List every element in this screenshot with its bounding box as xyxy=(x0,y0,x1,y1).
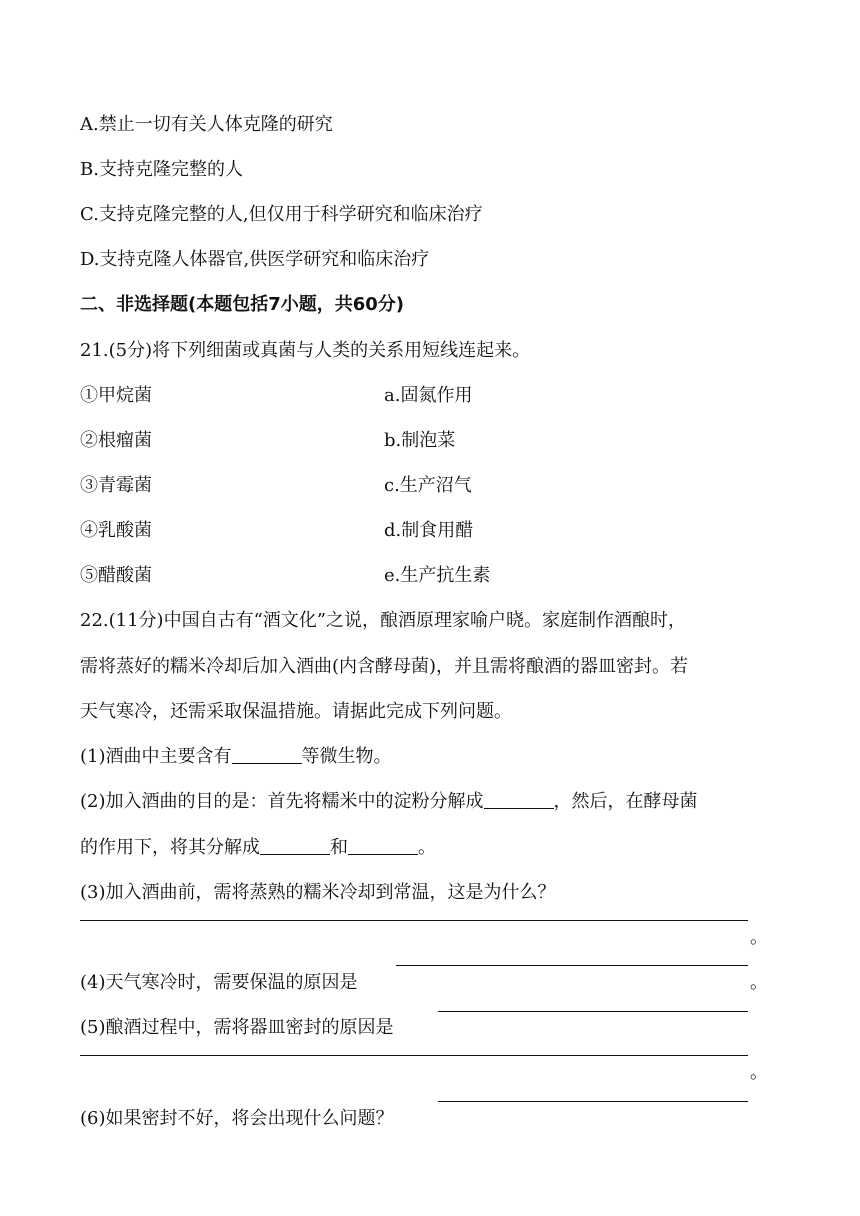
q21-left-item: ②根瘤菌 xyxy=(80,430,152,451)
q21-right-item: c.生产沼气 xyxy=(384,475,472,496)
section-heading: 二、非选择题(本题包括7小题，共60分) xyxy=(80,294,405,315)
q21-left-item: ④乳酸菌 xyxy=(80,520,152,541)
answer-blank[interactable] xyxy=(348,836,418,855)
q21-right-item: a.固氮作用 xyxy=(384,385,473,406)
q22-stem-line: 22.(11分)中国自古有“酒文化”之说，酿酒原理家喻户晓。家庭制作酒酿时， xyxy=(80,610,686,631)
q22-part-2-mid: 和 xyxy=(330,837,348,858)
option-b: B.支持克隆完整的人 xyxy=(80,159,243,180)
q22-part-1-text: (1)酒曲中主要含有 xyxy=(80,746,232,767)
end-mark: 。 xyxy=(750,927,768,948)
q21-right-item: b.制泡菜 xyxy=(384,430,456,451)
q21-left-item: ③青霉菌 xyxy=(80,475,152,496)
q21-row xyxy=(80,429,152,453)
q21-left-item: ①甲烷菌 xyxy=(80,385,152,406)
q22-part-6: (6)如果密封不好，将会出现什么问题？ xyxy=(80,1108,394,1129)
q22-part-2-line1 xyxy=(80,790,698,814)
option-c: C.支持克隆完整的人,但仅用于科学研究和临床治疗 xyxy=(80,204,483,225)
q22-part-1 xyxy=(80,745,392,769)
q21-left-item: ⑤醋酸菌 xyxy=(80,565,152,586)
q22-part-2-tail: 。 xyxy=(418,837,436,858)
q21-stem: 21.(5分)将下列细菌或真菌与人类的关系用短线连起来。 xyxy=(80,340,531,361)
q21-row xyxy=(80,384,152,408)
q22-part-1-tail: 等微生物。 xyxy=(301,746,392,767)
answer-line[interactable] xyxy=(80,920,748,921)
answer-line[interactable] xyxy=(80,1055,748,1056)
q22-part-5: (5)酿酒过程中，需将器皿密封的原因是 xyxy=(80,1017,394,1038)
option-d: D.支持克隆人体器官,供医学研究和临床治疗 xyxy=(80,249,430,270)
q22-part-3: (3)加入酒曲前，需将蒸熟的糯米冷却到常温，这是为什么？ xyxy=(80,882,556,903)
q22-part-4: (4)天气寒冷时，需要保温的原因是 xyxy=(80,972,358,993)
q21-right-item: d.制食用醋 xyxy=(384,520,474,541)
q21-row xyxy=(80,564,152,588)
answer-blank[interactable] xyxy=(260,836,330,855)
q21-right-item: e.生产抗生素 xyxy=(384,565,491,586)
end-mark: 。 xyxy=(750,1062,768,1083)
q22-stem-line: 需将蒸好的糯米冷却后加入酒曲(内含酵母菌)，并且需将酿酒的器皿密封。若 xyxy=(80,656,689,677)
q22-part-2-text: (2)加入酒曲的目的是：首先将糯米中的淀粉分解成 xyxy=(80,791,484,812)
q22-stem-line: 天气寒冷，还需采取保温措施。请据此完成下列问题。 xyxy=(80,701,512,722)
option-a: A.禁止一切有关人体克隆的研究 xyxy=(80,114,333,135)
q21-row xyxy=(80,519,152,543)
end-mark: 。 xyxy=(750,972,768,993)
q22-part-2-tail: ，然后，在酵母菌 xyxy=(553,791,698,812)
q22-part-2-text: 的作用下，将其分解成 xyxy=(80,837,260,858)
q22-part-2-line2 xyxy=(80,836,436,860)
q21-row xyxy=(80,474,152,498)
answer-blank[interactable] xyxy=(232,745,302,764)
answer-line[interactable] xyxy=(396,965,748,966)
answer-line[interactable] xyxy=(438,1101,748,1102)
answer-blank[interactable] xyxy=(484,790,554,809)
answer-line[interactable] xyxy=(438,1011,748,1012)
